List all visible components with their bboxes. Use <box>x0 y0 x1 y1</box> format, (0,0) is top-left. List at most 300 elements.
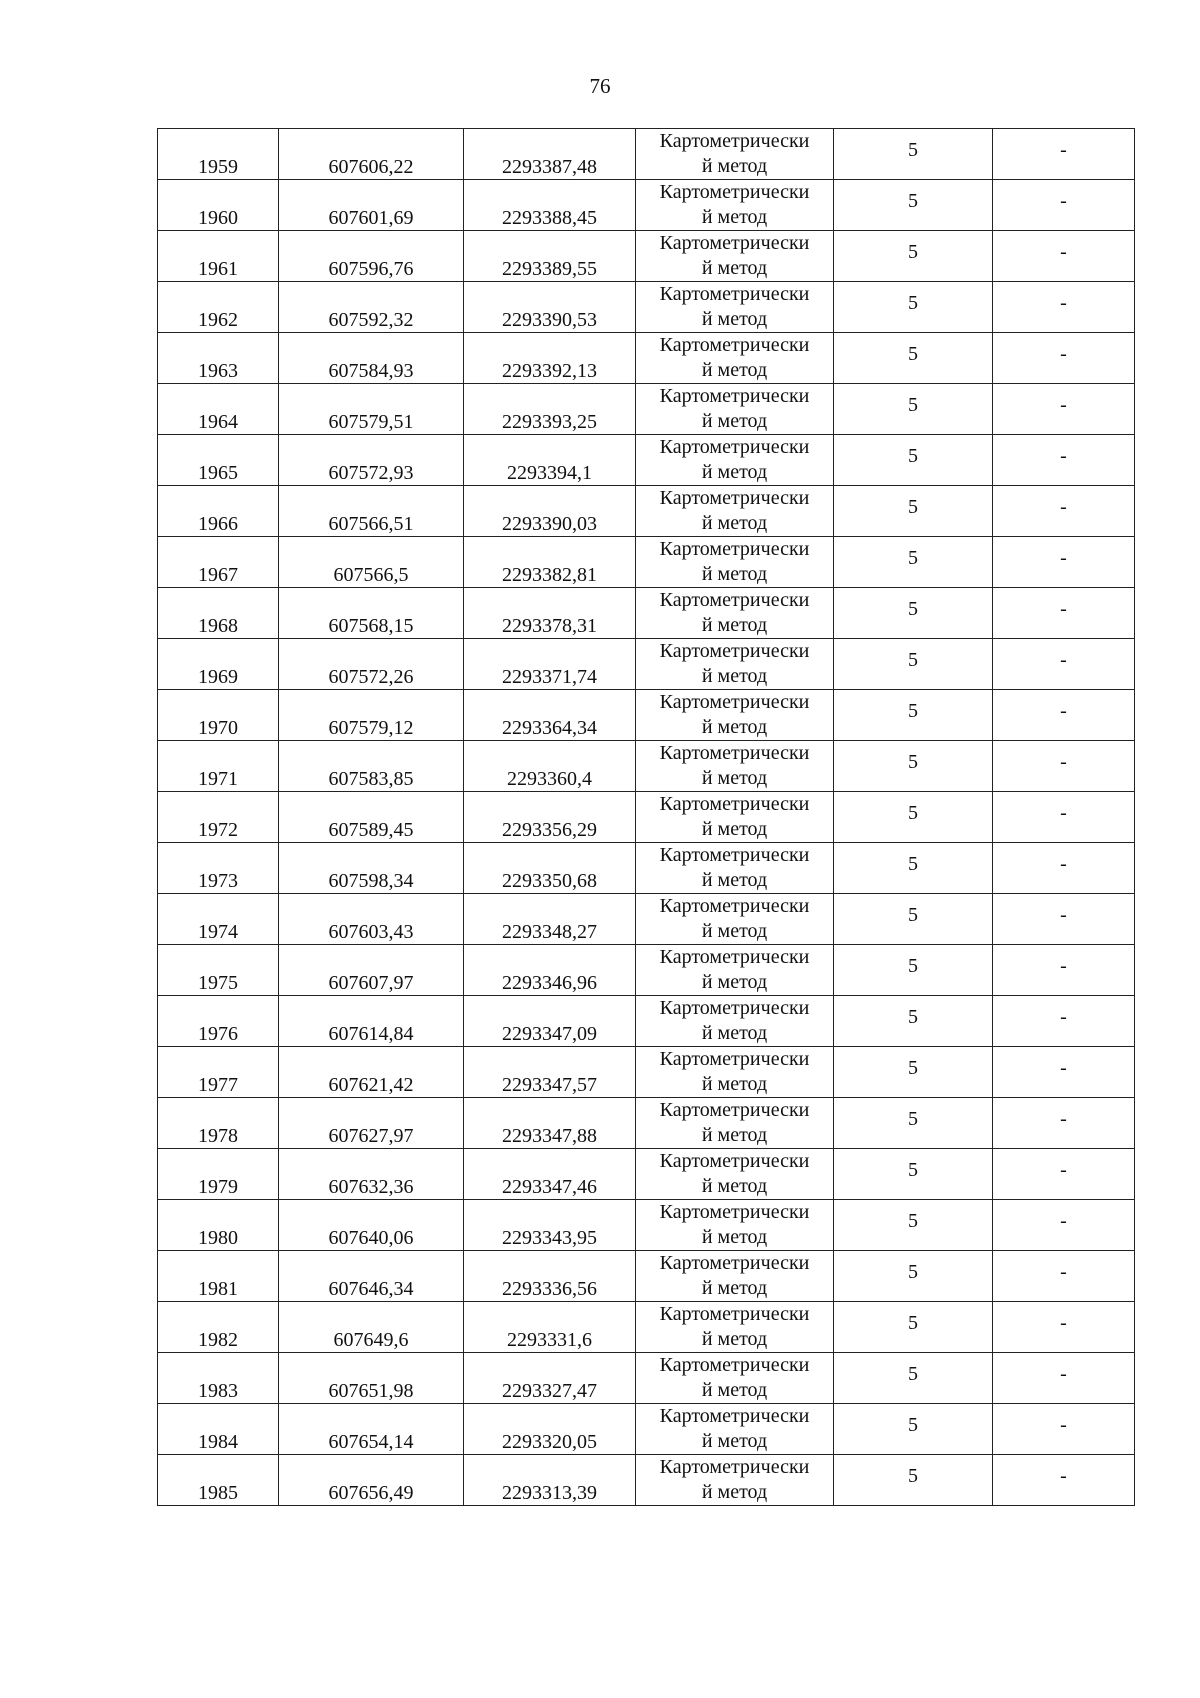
note-value: - <box>1060 496 1067 518</box>
accuracy-value: 5 <box>908 598 918 620</box>
x-coordinate: 607568,15 <box>328 615 414 637</box>
accuracy-cell <box>834 435 993 486</box>
table-row <box>158 1302 1135 1353</box>
note-value: - <box>1060 1210 1067 1232</box>
y-coordinate-cell <box>464 1353 636 1404</box>
point-number: 1985 <box>198 1482 238 1504</box>
x-coordinate-cell <box>279 1404 464 1455</box>
y-coordinate: 2293387,48 <box>502 156 597 178</box>
note-cell <box>993 588 1135 639</box>
method-cell <box>636 945 834 996</box>
note-value: - <box>1060 1159 1067 1181</box>
x-coordinate: 607579,51 <box>328 411 414 433</box>
y-coordinate: 2293389,55 <box>502 258 597 280</box>
note-cell <box>993 1302 1135 1353</box>
note-cell <box>993 1149 1135 1200</box>
x-coordinate: 607572,93 <box>328 462 414 484</box>
method-line-2: й метод <box>701 1175 768 1197</box>
point-number-cell <box>158 843 279 894</box>
note-cell <box>993 996 1135 1047</box>
y-coordinate-cell <box>464 690 636 741</box>
y-coordinate: 2293393,25 <box>502 411 597 433</box>
accuracy-value: 5 <box>908 853 918 875</box>
method-line-2: й метод <box>701 1022 768 1044</box>
method-line-2: й метод <box>701 1073 768 1095</box>
method-line-1: Картометрически <box>659 742 810 764</box>
method-line-1: Картометрически <box>659 691 810 713</box>
method-cell <box>636 537 834 588</box>
point-number: 1968 <box>198 615 238 637</box>
accuracy-cell <box>834 129 993 180</box>
method-line-1: Картометрически <box>659 640 810 662</box>
method-line-1: Картометрически <box>659 130 810 152</box>
note-value: - <box>1060 1363 1067 1385</box>
point-number-cell <box>158 1455 279 1506</box>
accuracy-value: 5 <box>908 649 918 671</box>
method-line-2: й метод <box>701 716 768 738</box>
accuracy-cell <box>834 486 993 537</box>
method-cell <box>636 639 834 690</box>
accuracy-value: 5 <box>908 1006 918 1028</box>
x-coordinate-cell <box>279 639 464 690</box>
point-number: 1960 <box>198 207 238 229</box>
accuracy-cell <box>834 1149 993 1200</box>
method-cell <box>636 333 834 384</box>
note-value: - <box>1060 1057 1067 1079</box>
accuracy-cell <box>834 792 993 843</box>
point-number: 1965 <box>198 462 238 484</box>
point-number: 1973 <box>198 870 238 892</box>
x-coordinate-cell <box>279 435 464 486</box>
y-coordinate-cell <box>464 1047 636 1098</box>
table-row <box>158 741 1135 792</box>
method-cell <box>636 1200 834 1251</box>
method-cell <box>636 843 834 894</box>
y-coordinate-cell <box>464 588 636 639</box>
x-coordinate: 607632,36 <box>328 1176 414 1198</box>
accuracy-value: 5 <box>908 1210 918 1232</box>
y-coordinate: 2293360,4 <box>507 768 592 790</box>
note-cell <box>993 384 1135 435</box>
y-coordinate-cell <box>464 435 636 486</box>
note-value: - <box>1060 190 1067 212</box>
x-coordinate: 607627,97 <box>328 1125 414 1147</box>
accuracy-value: 5 <box>908 292 918 314</box>
x-coordinate-cell <box>279 1098 464 1149</box>
accuracy-cell <box>834 180 993 231</box>
y-coordinate: 2293347,88 <box>502 1125 597 1147</box>
x-coordinate: 607606,22 <box>328 156 414 178</box>
point-number: 1964 <box>198 411 238 433</box>
point-number-cell <box>158 435 279 486</box>
table-row <box>158 1200 1135 1251</box>
y-coordinate: 2293356,29 <box>502 819 597 841</box>
accuracy-value: 5 <box>908 139 918 161</box>
y-coordinate-cell <box>464 639 636 690</box>
method-cell <box>636 384 834 435</box>
note-value: - <box>1060 955 1067 977</box>
point-number-cell <box>158 792 279 843</box>
x-coordinate: 607646,34 <box>328 1278 414 1300</box>
method-cell <box>636 486 834 537</box>
method-line-1: Картометрически <box>659 1201 810 1223</box>
accuracy-cell <box>834 1047 993 1098</box>
note-value: - <box>1060 1414 1067 1436</box>
point-number-cell <box>158 894 279 945</box>
y-coordinate-cell <box>464 843 636 894</box>
accuracy-value: 5 <box>908 394 918 416</box>
accuracy-cell <box>834 537 993 588</box>
table-row <box>158 639 1135 690</box>
accuracy-cell <box>834 843 993 894</box>
note-cell <box>993 1455 1135 1506</box>
point-number-cell <box>158 996 279 1047</box>
y-coordinate-cell <box>464 996 636 1047</box>
method-line-1: Картометрически <box>659 1354 810 1376</box>
table-row <box>158 1404 1135 1455</box>
method-line-1: Картометрически <box>659 1252 810 1274</box>
note-cell <box>993 1353 1135 1404</box>
point-number: 1966 <box>198 513 238 535</box>
y-coordinate-cell <box>464 945 636 996</box>
method-line-2: й метод <box>701 1430 768 1452</box>
point-number-cell <box>158 231 279 282</box>
note-value: - <box>1060 445 1067 467</box>
y-coordinate: 2293346,96 <box>502 972 597 994</box>
accuracy-value: 5 <box>908 1057 918 1079</box>
x-coordinate-cell <box>279 1047 464 1098</box>
accuracy-value: 5 <box>908 1465 918 1487</box>
accuracy-cell <box>834 945 993 996</box>
point-number: 1970 <box>198 717 238 739</box>
x-coordinate-cell <box>279 690 464 741</box>
point-number: 1962 <box>198 309 238 331</box>
point-number-cell <box>158 1251 279 1302</box>
note-value: - <box>1060 802 1067 824</box>
note-cell <box>993 639 1135 690</box>
y-coordinate: 2293327,47 <box>502 1380 597 1402</box>
point-number: 1975 <box>198 972 238 994</box>
method-line-2: й метод <box>701 206 768 228</box>
method-line-2: й метод <box>701 920 768 942</box>
x-coordinate: 607621,42 <box>328 1074 414 1096</box>
x-coordinate-cell <box>279 945 464 996</box>
method-line-2: й метод <box>701 818 768 840</box>
y-coordinate-cell <box>464 792 636 843</box>
y-coordinate-cell <box>464 1149 636 1200</box>
page-number: 76 <box>589 74 611 98</box>
note-value: - <box>1060 1465 1067 1487</box>
y-coordinate-cell <box>464 1404 636 1455</box>
point-number: 1967 <box>198 564 238 586</box>
method-line-2: й метод <box>701 308 768 330</box>
accuracy-value: 5 <box>908 802 918 824</box>
method-line-2: й метод <box>701 257 768 279</box>
accuracy-value: 5 <box>908 496 918 518</box>
method-cell <box>636 1302 834 1353</box>
method-cell <box>636 741 834 792</box>
table-row <box>158 333 1135 384</box>
accuracy-cell <box>834 1302 993 1353</box>
x-coordinate-cell <box>279 129 464 180</box>
x-coordinate: 607579,12 <box>328 717 414 739</box>
accuracy-value: 5 <box>908 1363 918 1385</box>
table-row <box>158 180 1135 231</box>
point-number-cell <box>158 1047 279 1098</box>
note-cell <box>993 129 1135 180</box>
note-value: - <box>1060 1006 1067 1028</box>
x-coordinate-cell <box>279 792 464 843</box>
x-coordinate: 607603,43 <box>328 921 414 943</box>
x-coordinate-cell <box>279 180 464 231</box>
point-number: 1961 <box>198 258 238 280</box>
note-value: - <box>1060 700 1067 722</box>
coordinates-table <box>157 128 1135 1506</box>
point-number: 1979 <box>198 1176 238 1198</box>
method-line-2: й метод <box>701 461 768 483</box>
x-coordinate: 607592,32 <box>328 309 414 331</box>
x-coordinate-cell <box>279 1353 464 1404</box>
point-number-cell <box>158 690 279 741</box>
accuracy-value: 5 <box>908 700 918 722</box>
method-cell <box>636 282 834 333</box>
method-line-2: й метод <box>701 869 768 891</box>
accuracy-cell <box>834 996 993 1047</box>
y-coordinate: 2293382,81 <box>502 564 597 586</box>
y-coordinate: 2293347,46 <box>502 1176 597 1198</box>
point-number-cell <box>158 129 279 180</box>
point-number: 1963 <box>198 360 238 382</box>
method-line-1: Картометрически <box>659 1150 810 1172</box>
y-coordinate: 2293313,39 <box>502 1482 597 1504</box>
method-cell <box>636 129 834 180</box>
method-line-1: Картометрически <box>659 895 810 917</box>
note-value: - <box>1060 904 1067 926</box>
y-coordinate: 2293350,68 <box>502 870 597 892</box>
method-line-2: й метод <box>701 614 768 636</box>
accuracy-value: 5 <box>908 547 918 569</box>
point-number: 1982 <box>198 1329 238 1351</box>
y-coordinate-cell <box>464 282 636 333</box>
table-row <box>158 435 1135 486</box>
table-row <box>158 1098 1135 1149</box>
x-coordinate-cell <box>279 486 464 537</box>
point-number: 1977 <box>198 1074 238 1096</box>
x-coordinate: 607566,5 <box>333 564 409 586</box>
note-cell <box>993 945 1135 996</box>
note-value: - <box>1060 649 1067 671</box>
point-number-cell <box>158 588 279 639</box>
method-cell <box>636 435 834 486</box>
note-cell <box>993 486 1135 537</box>
point-number: 1984 <box>198 1431 238 1453</box>
x-coordinate: 607614,84 <box>328 1023 414 1045</box>
method-line-1: Картометрически <box>659 1456 810 1478</box>
accuracy-cell <box>834 741 993 792</box>
y-coordinate-cell <box>464 486 636 537</box>
accuracy-value: 5 <box>908 445 918 467</box>
y-coordinate-cell <box>464 1200 636 1251</box>
method-line-2: й метод <box>701 359 768 381</box>
method-cell <box>636 180 834 231</box>
point-number-cell <box>158 384 279 435</box>
accuracy-cell <box>834 1200 993 1251</box>
note-value: - <box>1060 547 1067 569</box>
method-line-2: й метод <box>701 1328 768 1350</box>
y-coordinate: 2293390,53 <box>502 309 597 331</box>
method-cell <box>636 231 834 282</box>
accuracy-value: 5 <box>908 190 918 212</box>
note-cell <box>993 843 1135 894</box>
accuracy-value: 5 <box>908 904 918 926</box>
y-coordinate-cell <box>464 741 636 792</box>
y-coordinate-cell <box>464 333 636 384</box>
x-coordinate-cell <box>279 894 464 945</box>
method-cell <box>636 588 834 639</box>
method-line-1: Картометрически <box>659 1303 810 1325</box>
y-coordinate: 2293331,6 <box>507 1329 592 1351</box>
note-cell <box>993 894 1135 945</box>
x-coordinate: 607651,98 <box>328 1380 414 1402</box>
accuracy-cell <box>834 333 993 384</box>
note-cell <box>993 231 1135 282</box>
method-cell <box>636 1455 834 1506</box>
note-cell <box>993 792 1135 843</box>
method-line-1: Картометрически <box>659 538 810 560</box>
note-cell <box>993 1404 1135 1455</box>
note-value: - <box>1060 1261 1067 1283</box>
table-row <box>158 945 1135 996</box>
method-line-1: Картометрически <box>659 1099 810 1121</box>
note-cell <box>993 1251 1135 1302</box>
x-coordinate-cell <box>279 282 464 333</box>
method-line-2: й метод <box>701 1379 768 1401</box>
point-number-cell <box>158 639 279 690</box>
note-value: - <box>1060 751 1067 773</box>
y-coordinate: 2293378,31 <box>502 615 597 637</box>
accuracy-cell <box>834 282 993 333</box>
y-coordinate: 2293347,09 <box>502 1023 597 1045</box>
note-cell <box>993 333 1135 384</box>
method-line-1: Картометрически <box>659 844 810 866</box>
y-coordinate-cell <box>464 1098 636 1149</box>
accuracy-value: 5 <box>908 1108 918 1130</box>
table-row <box>158 1251 1135 1302</box>
y-coordinate: 2293343,95 <box>502 1227 597 1249</box>
x-coordinate: 607640,06 <box>328 1227 414 1249</box>
point-number-cell <box>158 1353 279 1404</box>
method-cell <box>636 1404 834 1455</box>
x-coordinate-cell <box>279 588 464 639</box>
x-coordinate-cell <box>279 1302 464 1353</box>
x-coordinate: 607566,51 <box>328 513 414 535</box>
accuracy-value: 5 <box>908 241 918 263</box>
method-cell <box>636 894 834 945</box>
point-number: 1969 <box>198 666 238 688</box>
note-value: - <box>1060 598 1067 620</box>
table-row <box>158 1149 1135 1200</box>
accuracy-cell <box>834 894 993 945</box>
x-coordinate: 607654,14 <box>328 1431 414 1453</box>
x-coordinate-cell <box>279 231 464 282</box>
note-cell <box>993 435 1135 486</box>
point-number-cell <box>158 1404 279 1455</box>
method-line-1: Картометрически <box>659 487 810 509</box>
table-row <box>158 996 1135 1047</box>
method-line-1: Картометрически <box>659 997 810 1019</box>
point-number-cell <box>158 333 279 384</box>
accuracy-cell <box>834 384 993 435</box>
y-coordinate-cell <box>464 129 636 180</box>
x-coordinate: 607601,69 <box>328 207 414 229</box>
method-line-2: й метод <box>701 767 768 789</box>
point-number-cell <box>158 1098 279 1149</box>
y-coordinate-cell <box>464 894 636 945</box>
accuracy-cell <box>834 1455 993 1506</box>
point-number: 1974 <box>198 921 238 943</box>
note-value: - <box>1060 343 1067 365</box>
method-line-2: й метод <box>701 410 768 432</box>
accuracy-cell <box>834 690 993 741</box>
note-cell <box>993 1047 1135 1098</box>
accuracy-cell <box>834 231 993 282</box>
point-number: 1959 <box>198 156 238 178</box>
method-line-2: й метод <box>701 971 768 993</box>
note-value: - <box>1060 139 1067 161</box>
method-line-2: й метод <box>701 155 768 177</box>
point-number-cell <box>158 180 279 231</box>
point-number-cell <box>158 1302 279 1353</box>
note-cell <box>993 741 1135 792</box>
x-coordinate-cell <box>279 333 464 384</box>
x-coordinate: 607583,85 <box>328 768 414 790</box>
table-row <box>158 792 1135 843</box>
table-row <box>158 486 1135 537</box>
accuracy-cell <box>834 639 993 690</box>
y-coordinate: 2293348,27 <box>502 921 597 943</box>
x-coordinate-cell <box>279 1149 464 1200</box>
point-number: 1983 <box>198 1380 238 1402</box>
point-number-cell <box>158 486 279 537</box>
method-line-2: й метод <box>701 1124 768 1146</box>
accuracy-cell <box>834 1404 993 1455</box>
method-line-2: й метод <box>701 563 768 585</box>
method-line-1: Картометрически <box>659 589 810 611</box>
table-row <box>158 1455 1135 1506</box>
accuracy-value: 5 <box>908 343 918 365</box>
method-line-1: Картометрически <box>659 793 810 815</box>
point-number: 1981 <box>198 1278 238 1300</box>
x-coordinate: 607607,97 <box>328 972 414 994</box>
y-coordinate-cell <box>464 1455 636 1506</box>
x-coordinate: 607572,26 <box>328 666 414 688</box>
method-line-2: й метод <box>701 1226 768 1248</box>
y-coordinate-cell <box>464 180 636 231</box>
coordinates-table-body <box>158 129 1135 1506</box>
table-row <box>158 129 1135 180</box>
point-number: 1971 <box>198 768 238 790</box>
table-row <box>158 894 1135 945</box>
method-line-2: й метод <box>701 512 768 534</box>
y-coordinate-cell <box>464 1251 636 1302</box>
x-coordinate-cell <box>279 1200 464 1251</box>
table-row <box>158 1353 1135 1404</box>
accuracy-cell <box>834 1098 993 1149</box>
point-number-cell <box>158 741 279 792</box>
point-number-cell <box>158 537 279 588</box>
accuracy-value: 5 <box>908 751 918 773</box>
note-cell <box>993 180 1135 231</box>
